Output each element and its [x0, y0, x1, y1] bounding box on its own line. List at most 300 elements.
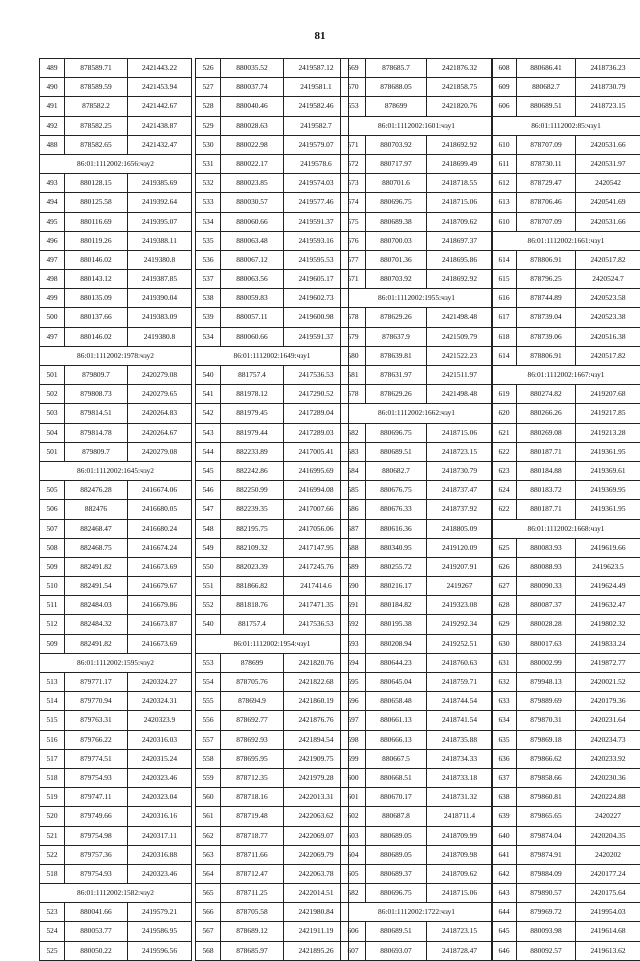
y-coordinate-cell: 2419596.56 [127, 942, 191, 960]
x-coordinate-cell: 880028.28 [516, 615, 575, 633]
point-number-cell: 571 [347, 274, 359, 284]
x-coordinate-cell: 882109.32 [220, 539, 283, 557]
point-number-cell: 521 [46, 830, 58, 840]
x-coordinate-cell: 879771.17 [64, 673, 127, 691]
parcel-cadastral-number: 86:01:1112002:1656:чзу2 [77, 158, 154, 168]
point-number-cell: 629 [498, 619, 510, 629]
x-coordinate-cell: 878706.46 [516, 193, 575, 211]
table-row [341, 520, 492, 539]
point-number-cell: 554 [202, 677, 214, 686]
y-coordinate-cell: 2418695.86 [426, 251, 492, 269]
table-row [492, 424, 640, 443]
y-coordinate-cell: 2416680.05 [127, 500, 191, 518]
point-number-cell: 528 [202, 101, 214, 111]
x-coordinate-cell: 878711.25 [220, 884, 283, 902]
table-row [492, 731, 640, 750]
x-coordinate-cell: 880689.51 [365, 443, 426, 461]
y-coordinate-cell: 2419207.68 [575, 385, 640, 403]
point-number-cell: 500 [46, 312, 58, 322]
y-coordinate-cell: 2421876.32 [426, 59, 492, 77]
y-coordinate-cell: 2420177.24 [575, 865, 640, 883]
y-coordinate-cell: 2421509.79 [426, 328, 492, 346]
point-number-cell: 512 [46, 619, 58, 629]
x-coordinate-cell: 880037.74 [220, 78, 283, 96]
table-row [196, 117, 348, 136]
table-row [492, 711, 640, 730]
x-coordinate-cell: 880067.12 [220, 251, 283, 269]
x-coordinate-cell: 878739.04 [516, 308, 575, 326]
y-coordinate-cell: 2418760.63 [426, 654, 492, 672]
y-coordinate-cell: 2422014.51 [283, 884, 348, 902]
x-coordinate-cell: 880060.66 [220, 213, 283, 231]
point-number-cell: 564 [202, 868, 214, 878]
table-row [341, 78, 492, 97]
x-coordinate-cell: 880057.11 [220, 308, 283, 326]
x-coordinate-cell: 880703.92 [365, 270, 426, 288]
y-coordinate-cell: 2422013.31 [283, 788, 348, 806]
y-coordinate-cell: 2421443.22 [127, 59, 191, 77]
point-number-cell: 611 [498, 158, 510, 168]
x-coordinate-cell: 878806.91 [516, 251, 575, 269]
table-row [196, 903, 348, 922]
parcel-header-row [492, 117, 640, 136]
y-coordinate-cell: 2419591.37 [283, 328, 348, 346]
table-row [196, 769, 348, 788]
y-coordinate-cell: 2419595.53 [283, 251, 348, 269]
y-coordinate-cell: 2417289.04 [283, 404, 348, 422]
table-row [196, 136, 348, 155]
table-row [196, 692, 348, 711]
y-coordinate-cell: 2419395.07 [127, 213, 191, 231]
x-coordinate-cell: 880340.95 [365, 539, 426, 557]
y-coordinate-cell: 2421498.48 [426, 308, 492, 326]
y-coordinate-cell: 2419385.69 [127, 174, 191, 192]
x-coordinate-cell: 878729.47 [516, 174, 575, 192]
y-coordinate-cell: 2419574.03 [283, 174, 348, 192]
x-coordinate-cell: 880701.6 [365, 174, 426, 192]
table-row [492, 673, 640, 692]
table-row [196, 251, 348, 270]
table-row [40, 558, 191, 577]
point-number-cell: 494 [46, 197, 58, 207]
point-number-cell: 544 [202, 446, 214, 456]
table-row [40, 577, 191, 596]
table-row [40, 807, 191, 826]
y-coordinate-cell: 2416674.06 [127, 481, 191, 499]
point-number-cell: 533 [202, 197, 214, 207]
parcel-cadastral-number: 86:01:1112002:1595:чзу2 [77, 657, 154, 667]
coordinates-table-column [340, 58, 493, 961]
x-coordinate-cell: 878707.09 [516, 213, 575, 231]
table-row [492, 635, 640, 654]
point-number-cell: 579 [347, 331, 359, 341]
point-number-cell: 588 [347, 542, 359, 552]
point-number-cell: 489 [46, 63, 58, 72]
x-coordinate-cell: 880184.82 [365, 596, 426, 614]
x-coordinate-cell: 879874.04 [516, 827, 575, 845]
x-coordinate-cell: 878707.09 [516, 136, 575, 154]
y-coordinate-cell: 2422063.78 [283, 865, 348, 883]
point-number-cell: 627 [498, 581, 510, 591]
x-coordinate-cell: 878582.2 [64, 97, 127, 115]
x-coordinate-cell: 881978.12 [220, 385, 283, 403]
table-row [40, 750, 191, 769]
table-row [492, 865, 640, 884]
point-number-cell: 642 [498, 868, 510, 878]
point-number-cell: 558 [202, 753, 214, 763]
point-number-cell: 507 [46, 523, 58, 533]
point-number-cell: 616 [498, 293, 510, 303]
point-number-cell: 635 [498, 734, 510, 744]
x-coordinate-cell: 878694.9 [220, 692, 283, 710]
y-coordinate-cell: 2417289.03 [283, 424, 348, 442]
table-row [196, 520, 348, 539]
point-number-cell: 612 [498, 178, 510, 188]
table-row [196, 731, 348, 750]
table-row [341, 846, 492, 865]
point-number-cell: 555 [202, 696, 214, 706]
table-row [341, 865, 492, 884]
y-coordinate-cell: 2418711.4 [426, 807, 492, 825]
table-row [196, 59, 348, 78]
y-coordinate-cell: 2421820.76 [283, 654, 348, 672]
point-number-cell: 577 [347, 254, 359, 264]
point-number-cell: 509 [46, 561, 58, 571]
point-number-cell: 590 [347, 581, 359, 591]
point-number-cell: 586 [347, 504, 359, 514]
y-coordinate-cell: 2421858.75 [426, 78, 492, 96]
y-coordinate-cell: 2419361.95 [575, 443, 640, 461]
x-coordinate-cell: 880269.08 [516, 424, 575, 442]
point-number-cell: 630 [498, 638, 510, 648]
y-coordinate-cell: 2420175.64 [575, 884, 640, 902]
x-coordinate-cell: 878582.25 [64, 117, 127, 135]
y-coordinate-cell: 2420315.24 [127, 750, 191, 768]
y-coordinate-cell: 2420264.67 [127, 424, 191, 442]
point-number-cell: 643 [498, 888, 510, 898]
coordinates-table-column [39, 58, 192, 961]
y-coordinate-cell: 2417056.06 [283, 520, 348, 538]
y-coordinate-cell: 2420523.38 [575, 308, 640, 326]
table-row [196, 481, 348, 500]
table-row [492, 807, 640, 826]
point-number-cell: 508 [46, 542, 58, 552]
table-row [341, 424, 492, 443]
x-coordinate-cell: 880686.41 [516, 59, 575, 77]
point-number-cell: 571 [347, 139, 359, 149]
y-coordinate-cell: 2419614.68 [575, 922, 640, 940]
table-row [341, 807, 492, 826]
y-coordinate-cell: 2418737.47 [426, 481, 492, 499]
table-row [40, 788, 191, 807]
x-coordinate-cell: 878631.97 [365, 366, 426, 384]
table-row [492, 654, 640, 673]
x-coordinate-cell: 880658.48 [365, 692, 426, 710]
table-row [196, 270, 348, 289]
y-coordinate-cell: 2417471.35 [283, 596, 348, 614]
x-coordinate-cell: 878692.93 [220, 731, 283, 749]
point-number-cell: 624 [498, 485, 510, 495]
table-row [492, 251, 640, 270]
parcel-cadastral-number: 86:01:1112002:1668:чзу1 [527, 523, 605, 533]
x-coordinate-cell: 880689.51 [365, 922, 426, 940]
x-coordinate-cell: 878589.71 [64, 59, 127, 77]
parcel-cadastral-number: 86:01:1112002:1601:чзу1 [378, 120, 455, 130]
x-coordinate-cell: 879860.81 [516, 788, 575, 806]
point-number-cell: 578 [347, 389, 359, 399]
y-coordinate-cell: 2421522.23 [426, 347, 492, 365]
parcel-header-row [40, 347, 191, 366]
y-coordinate-cell: 2421860.19 [283, 692, 348, 710]
point-number-cell: 619 [498, 389, 510, 399]
point-number-cell: 517 [46, 753, 58, 763]
point-number-cell: 597 [347, 715, 359, 725]
table-row [341, 97, 492, 116]
point-number-cell: 496 [46, 235, 58, 245]
point-number-cell: 602 [347, 811, 359, 821]
point-number-cell: 628 [498, 600, 510, 610]
x-coordinate-cell: 880187.71 [516, 500, 575, 518]
y-coordinate-cell: 2421442.67 [127, 97, 191, 115]
y-coordinate-cell: 2419579.07 [283, 136, 348, 154]
point-number-cell: 565 [202, 888, 214, 898]
table-row [341, 385, 492, 404]
point-number-cell: 497 [46, 331, 58, 341]
table-row [40, 673, 191, 692]
point-number-cell: 501 [46, 370, 58, 379]
point-number-cell: 493 [46, 178, 58, 188]
y-coordinate-cell: 2420227 [575, 807, 640, 825]
y-coordinate-cell: 2419577.46 [283, 193, 348, 211]
x-coordinate-cell: 878711.66 [220, 846, 283, 864]
y-coordinate-cell: 2416679.86 [127, 596, 191, 614]
x-coordinate-cell: 880644.23 [365, 654, 426, 672]
y-coordinate-cell: 2419213.28 [575, 424, 640, 442]
point-number-cell: 537 [202, 274, 214, 284]
table-row [492, 97, 640, 116]
table-row [341, 577, 492, 596]
y-coordinate-cell: 2419581.1 [283, 78, 348, 96]
y-coordinate-cell: 2421453.94 [127, 78, 191, 96]
x-coordinate-cell: 880670.17 [365, 788, 426, 806]
y-coordinate-cell: 2419380.8 [127, 251, 191, 269]
table-row [341, 59, 492, 78]
x-coordinate-cell: 879808.73 [64, 385, 127, 403]
y-coordinate-cell: 2417536.53 [283, 366, 348, 384]
y-coordinate-cell: 2418697.37 [426, 232, 492, 250]
point-number-cell: 553 [347, 101, 359, 111]
parcel-cadastral-number: 86:01:1112002:85:чзу1 [531, 120, 601, 130]
x-coordinate-cell: 879766.22 [64, 731, 127, 749]
y-coordinate-cell: 2420230.36 [575, 769, 640, 787]
point-number-cell: 559 [202, 772, 214, 782]
point-number-cell: 503 [46, 408, 58, 418]
y-coordinate-cell: 2420517.82 [575, 347, 640, 365]
table-row [341, 462, 492, 481]
y-coordinate-cell: 2421820.76 [426, 97, 492, 115]
point-number-cell: 504 [46, 427, 58, 437]
x-coordinate-cell: 879969.72 [516, 903, 575, 921]
point-number-cell: 631 [498, 657, 510, 667]
table-row [196, 500, 348, 519]
point-number-cell: 640 [498, 830, 510, 840]
x-coordinate-cell: 880187.71 [516, 443, 575, 461]
x-coordinate-cell: 880116.69 [64, 213, 127, 231]
x-coordinate-cell: 882250.99 [220, 481, 283, 499]
parcel-header-row [40, 462, 191, 481]
point-number-cell: 636 [498, 753, 510, 763]
x-coordinate-cell: 882195.75 [220, 520, 283, 538]
x-coordinate-cell: 882233.89 [220, 443, 283, 461]
table-row [492, 846, 640, 865]
table-row [40, 174, 191, 193]
x-coordinate-cell: 880002.99 [516, 654, 575, 672]
x-coordinate-cell: 878699 [220, 654, 283, 672]
y-coordinate-cell: 2418805.09 [426, 520, 492, 538]
y-coordinate-cell: 2419388.11 [127, 232, 191, 250]
point-number-cell: 638 [498, 792, 510, 802]
x-coordinate-cell: 878582.65 [64, 136, 127, 154]
y-coordinate-cell: 2422069.79 [283, 846, 348, 864]
parcel-cadastral-number: 86:01:1112002:1661:чзу1 [527, 235, 605, 245]
x-coordinate-cell: 878719.48 [220, 807, 283, 825]
table-row [341, 347, 492, 366]
table-row [492, 558, 640, 577]
x-coordinate-cell: 882468.75 [64, 539, 127, 557]
table-row [341, 788, 492, 807]
table-row [196, 232, 348, 251]
y-coordinate-cell: 2419605.17 [283, 270, 348, 288]
y-coordinate-cell: 2416674.24 [127, 539, 191, 557]
point-number-cell: 568 [202, 945, 214, 955]
x-coordinate-cell: 879870.31 [516, 711, 575, 729]
point-number-cell: 625 [498, 542, 510, 552]
y-coordinate-cell: 2419217.85 [575, 404, 640, 422]
point-number-cell: 550 [202, 561, 214, 571]
table-row [40, 615, 191, 634]
table-row [492, 615, 640, 634]
point-number-cell: 563 [202, 849, 214, 859]
x-coordinate-cell: 880087.37 [516, 596, 575, 614]
point-number-cell: 610 [498, 216, 510, 226]
parcel-header-row [492, 232, 640, 251]
table-row [40, 78, 191, 97]
y-coordinate-cell: 2419207.91 [426, 558, 492, 576]
x-coordinate-cell: 880689.38 [365, 213, 426, 231]
y-coordinate-cell: 2420316.03 [127, 731, 191, 749]
x-coordinate-cell: 880040.46 [220, 97, 283, 115]
x-coordinate-cell: 878629.26 [365, 385, 426, 403]
parcel-cadastral-number: 86:01:1112002:1667:чзу1 [527, 370, 605, 379]
y-coordinate-cell: 2419120.09 [426, 539, 492, 557]
table-row [40, 827, 191, 846]
point-number-cell: 545 [202, 465, 214, 475]
table-row [40, 117, 191, 136]
y-coordinate-cell: 2420324.27 [127, 673, 191, 691]
table-row [40, 596, 191, 615]
y-coordinate-cell: 2421432.47 [127, 136, 191, 154]
table-row [196, 807, 348, 826]
x-coordinate-cell: 880696.75 [365, 884, 426, 902]
point-number-cell: 560 [202, 792, 214, 802]
point-number-cell: 488 [46, 139, 58, 149]
y-coordinate-cell: 2418699.49 [426, 155, 492, 173]
point-number-cell: 542 [202, 408, 214, 418]
point-number-cell: 617 [498, 312, 510, 322]
y-coordinate-cell: 2418730.79 [575, 78, 640, 96]
x-coordinate-cell: 880093.98 [516, 922, 575, 940]
point-number-cell: 606 [498, 101, 510, 111]
y-coordinate-cell: 2420202 [575, 846, 640, 864]
x-coordinate-cell: 880255.72 [365, 558, 426, 576]
x-coordinate-cell: 880195.38 [365, 615, 426, 633]
y-coordinate-cell: 2418718.55 [426, 174, 492, 192]
point-number-cell: 505 [46, 485, 58, 495]
x-coordinate-cell: 880030.57 [220, 193, 283, 211]
x-coordinate-cell: 880053.77 [64, 922, 127, 940]
x-coordinate-cell: 878730.11 [516, 155, 575, 173]
table-row [40, 193, 191, 212]
x-coordinate-cell: 878629.26 [365, 308, 426, 326]
parcel-header-row [40, 654, 191, 673]
parcel-header-row [341, 903, 492, 922]
point-number-cell: 499 [46, 293, 58, 303]
table-row [40, 136, 191, 155]
y-coordinate-cell: 2419323.08 [426, 596, 492, 614]
table-row [40, 404, 191, 423]
parcel-cadastral-number: 86:01:1112002:1722:чзу1 [378, 907, 455, 917]
table-row [40, 692, 191, 711]
y-coordinate-cell: 2417290.52 [283, 385, 348, 403]
y-coordinate-cell: 2418735.88 [426, 731, 492, 749]
x-coordinate-cell: 880676.33 [365, 500, 426, 518]
table-row [40, 232, 191, 251]
x-coordinate-cell: 880682.7 [516, 78, 575, 96]
point-number-cell: 600 [347, 772, 359, 782]
x-coordinate-cell: 880703.92 [365, 136, 426, 154]
table-row [196, 711, 348, 730]
table-row [341, 731, 492, 750]
x-coordinate-cell: 878637.9 [365, 328, 426, 346]
x-coordinate-cell: 880216.17 [365, 577, 426, 595]
table-row [40, 385, 191, 404]
y-coordinate-cell: 2420264.83 [127, 404, 191, 422]
table-row [341, 558, 492, 577]
x-coordinate-cell: 882484.32 [64, 615, 127, 633]
y-coordinate-cell: 2420541.69 [575, 193, 640, 211]
table-row [196, 788, 348, 807]
table-row [492, 750, 640, 769]
y-coordinate-cell: 2419369.95 [575, 481, 640, 499]
y-coordinate-cell: 2420323.46 [127, 865, 191, 883]
y-coordinate-cell: 2419613.62 [575, 942, 640, 960]
y-coordinate-cell: 2416679.67 [127, 577, 191, 595]
point-number-cell: 632 [498, 677, 510, 686]
y-coordinate-cell: 2420204.35 [575, 827, 640, 845]
point-number-cell: 525 [46, 945, 58, 955]
point-number-cell: 540 [202, 370, 214, 379]
point-number-cell: 609 [498, 82, 510, 92]
table-row [40, 213, 191, 232]
x-coordinate-cell: 880667.5 [365, 750, 426, 768]
table-row [196, 174, 348, 193]
point-number-cell: 626 [498, 561, 510, 571]
table-row [492, 328, 640, 347]
point-number-cell: 610 [498, 139, 510, 149]
x-coordinate-cell: 879814.78 [64, 424, 127, 442]
point-number-cell: 531 [202, 158, 214, 168]
x-coordinate-cell: 878639.81 [365, 347, 426, 365]
